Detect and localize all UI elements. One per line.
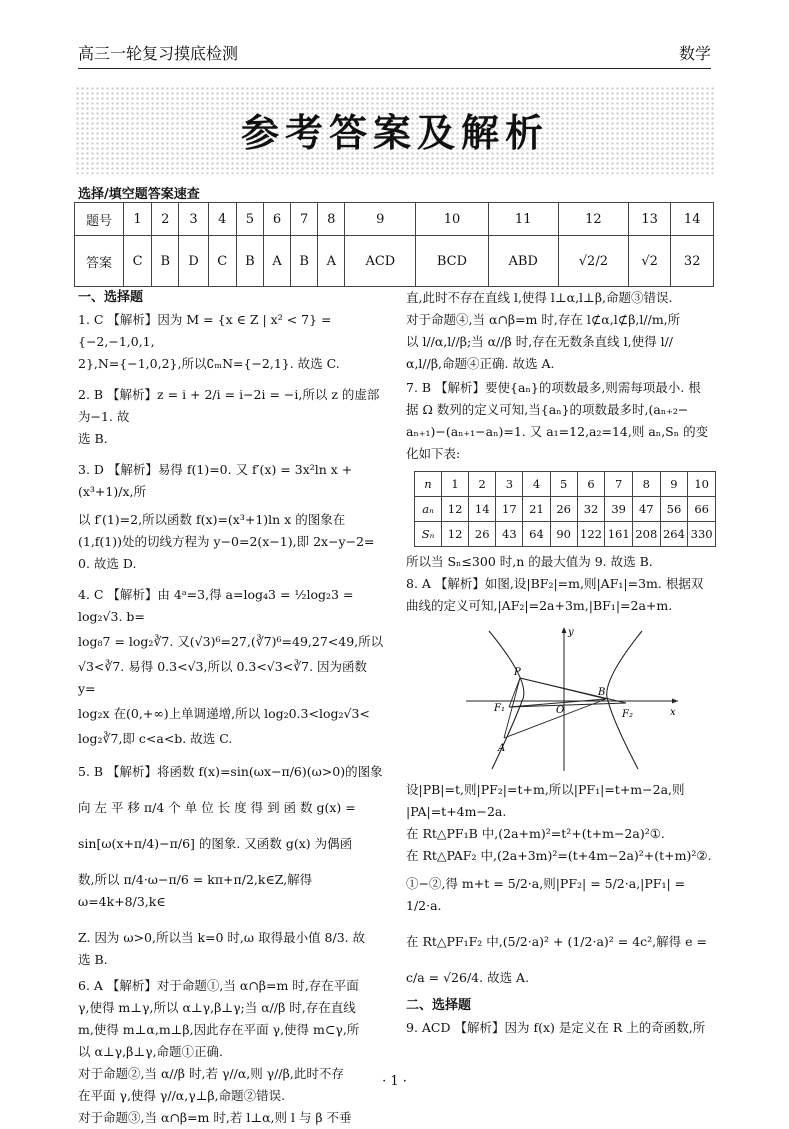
text-line: 2. B 【解析】z = i + 2/i = i−2i = −i,所以 z 的虚部为−1. 故: [78, 387, 380, 424]
text-line: 曲线的定义可知,|AF₂|=2a+3m,|BF₁|=2a+m.: [406, 598, 673, 613]
table-row: [415, 497, 716, 522]
text-line: 以 α⊥γ,β⊥γ,命题①正确.: [78, 1044, 224, 1059]
sequence-cell: 21: [523, 497, 550, 522]
sequence-table: [414, 471, 716, 547]
page-header: [78, 38, 711, 69]
text-line: Z. 因为 ω>0,所以当 k=0 时,ω 取得最小值 8/3. 故: [78, 930, 366, 945]
sequence-cell: 7: [605, 472, 633, 497]
sequence-cell: Sₙ: [415, 522, 442, 547]
answer-cell: B: [291, 236, 318, 287]
text-line: 2},N={−1,0,2},所以∁ₘN={−2,1}. 故选 C.: [78, 356, 340, 371]
solution-1: [78, 309, 384, 375]
header-right: 数学: [678, 44, 711, 63]
solution-6-cont: [406, 287, 716, 375]
row-label: 题号: [75, 203, 124, 236]
text-line: 1. C 【解析】因为 M = {x ∈ Z | x² < 7} = {−2,−1,0,1,: [78, 312, 332, 349]
text-line: m,使得 m⊥α,m⊥β,因此存在平面 γ,使得 m⊂γ,所: [78, 1022, 360, 1037]
text-line: aₙ₊₁)−(aₙ₊₁−aₙ)=1. 又 a₁=12,a₂=14,则 aₙ,Sₙ 的变: [406, 424, 709, 439]
text-line: 选 B.: [78, 431, 108, 446]
sequence-cell: 122: [577, 522, 605, 547]
sequence-cell: 208: [632, 522, 660, 547]
sequence-cell: 32: [577, 497, 605, 522]
question-number-cell: 1: [124, 203, 152, 236]
sequence-cell: 12: [442, 522, 469, 547]
left-column: [78, 287, 384, 1129]
text-line: (1,f(1))处的切线方程为 y−0=2(x−1),即 2x−y−2=: [78, 534, 375, 549]
solution-7: [406, 377, 716, 573]
left-branch: [489, 631, 524, 769]
sequence-cell: 26: [469, 522, 496, 547]
sequence-cell: 43: [496, 522, 523, 547]
sequence-cell: 12: [442, 497, 469, 522]
label-P: P: [514, 667, 521, 678]
text-line: 对于命题②,当 α//β 时,若 γ//α,则 γ//β,此时不存: [78, 1066, 344, 1081]
text-line: 在 Rt△PAF₂ 中,(2a+3m)²=(t+4m−2a)²+(t+m)²②.: [406, 848, 712, 863]
question-number-cell: 5: [236, 203, 263, 236]
title-banner: [75, 86, 715, 174]
text-line: 9. ACD 【解析】因为 f(x) 是定义在 R 上的奇函数,所: [406, 1020, 706, 1035]
line-AB: [504, 699, 606, 738]
question-number-cell: 14: [671, 203, 714, 236]
answer-cell: B: [236, 236, 263, 287]
sequence-cell: 8: [632, 472, 660, 497]
text-line: 以 f′(1)=2,所以函数 f(x)=(x³+1)ln x 的图象在: [78, 512, 346, 527]
text-line: 据 Ω 数列的定义可知,当{aₙ}的项数最多时,(aₙ₊₂−: [406, 402, 689, 417]
solution-5: [78, 761, 384, 971]
sequence-cell: 17: [496, 497, 523, 522]
page-number: · 1 ·: [382, 1074, 407, 1089]
sequence-cell: aₙ: [415, 497, 442, 522]
solution-2: [78, 384, 384, 450]
answer-table-row: [75, 236, 714, 287]
text-line: log₂x 在(0,+∞)上单调递增,所以 log₂0.3<log₂√3<: [78, 706, 370, 721]
question-number-cell: 10: [416, 203, 488, 236]
text-line: c/a = √26/4. 故选 A.: [406, 970, 530, 985]
answer-cell: B: [152, 236, 179, 287]
header-left: 高三一轮复习摸底检测: [78, 44, 239, 63]
sequence-cell: 5: [550, 472, 577, 497]
label-O: O: [556, 705, 565, 716]
answer-cell: A: [318, 236, 345, 287]
answer-cell: D: [179, 236, 208, 287]
answer-table-row: [75, 203, 714, 236]
sequence-cell: 90: [550, 522, 577, 547]
sequence-cell: 4: [523, 472, 550, 497]
sequence-cell: 2: [469, 472, 496, 497]
sequence-cell: 39: [605, 497, 633, 522]
question-number-cell: 11: [488, 203, 558, 236]
text-line: 对于命题④,当 α∩β=m 时,存在 l⊄α,l⊄β,l//m,所: [406, 312, 681, 327]
right-column: [406, 287, 716, 1039]
hyperbola-figure: [464, 623, 680, 773]
text-line: 化如下表:: [406, 446, 461, 461]
text-line: √3<∛7. 易得 0.3<√3,所以 0.3<√3<∛7. 因为函数 y=: [78, 659, 368, 696]
solution-4: [78, 584, 384, 750]
sequence-cell: n: [415, 472, 442, 497]
text-line: 直,此时不存在直线 l,使得 l⊥α,l⊥β,命题③错误.: [406, 290, 673, 305]
solution-6: [78, 975, 384, 1129]
question-number-cell: 9: [345, 203, 416, 236]
row-label: 答案: [75, 236, 124, 287]
sequence-cell: 56: [660, 497, 688, 522]
answer-cell: 32: [671, 236, 714, 287]
line-PA: [504, 678, 520, 738]
question-number-cell: 2: [152, 203, 179, 236]
sequence-cell: 330: [688, 522, 716, 547]
question-number-cell: 12: [558, 203, 628, 236]
answer-cell: ABD: [488, 236, 558, 287]
text-line: sin[ω(x+π/4)−π/6] 的图象. 又函数 g(x) 为偶函: [78, 836, 353, 851]
answer-cell: √2/2: [558, 236, 628, 287]
solution-8: [406, 573, 716, 989]
x-axis-arrow: [672, 699, 678, 704]
sequence-cell: 66: [688, 497, 716, 522]
label-F2: F₂: [622, 709, 633, 720]
sequence-cell: 10: [688, 472, 716, 497]
text-line: 7. B 【解析】要使{aₙ}的项数最多,则需每项最小. 根: [406, 380, 701, 395]
text-line: 5. B 【解析】将函数 f(x)=sin(ωx−π/6)(ω>0)的图象: [78, 764, 383, 779]
line-F1F2: [509, 703, 626, 707]
text-line: 在平面 γ,使得 γ//α,γ⊥β,命题②错误.: [78, 1088, 286, 1103]
sequence-cell: 161: [605, 522, 633, 547]
answer-cell: √2: [628, 236, 671, 287]
text-line: 选 B.: [78, 952, 108, 967]
label-A: A: [498, 743, 506, 754]
text-line: 3. D 【解析】易得 f(1)=0. 又 f′(x) = 3x²ln x + (x³+1)/x,所: [78, 462, 353, 499]
question-number-cell: 3: [179, 203, 208, 236]
text-line: 6. A 【解析】对于命题①,当 α∩β=m 时,存在平面: [78, 978, 359, 993]
text-line: ①−②,得 m+t = 5/2·a,则|PF₂| = 5/2·a,|PF₁| = 1/2·a.: [406, 876, 686, 913]
question-number-cell: 7: [291, 203, 318, 236]
sequence-cell: 47: [632, 497, 660, 522]
question-number-cell: 8: [318, 203, 345, 236]
text-line: α,l//β,命题④正确. 故选 A.: [406, 356, 555, 371]
text-line: 设|PB|=t,则|PF₂|=t+m,所以|PF₁|=t+m−2a,则: [406, 782, 685, 797]
question-number-cell: 6: [264, 203, 291, 236]
table-row: [415, 472, 716, 497]
text-line: 数,所以 π/4·ω−π/6 = kπ+π/2,k∈Z,解得 ω=4k+8/3,k∈: [78, 872, 313, 909]
text-line: log₈7 = log₂∛7. 又(√3)⁶=27,(∛7)⁶=49,27<49,所以: [78, 634, 384, 649]
sequence-cell: 26: [550, 497, 577, 522]
table-row: [415, 522, 716, 547]
section-heading: 二、选择题: [406, 998, 472, 1013]
section-heading: 一、选择题: [78, 290, 144, 305]
answer-cell: A: [264, 236, 291, 287]
text-line: |PA|=t+4m−2a.: [406, 804, 507, 819]
text-line: 所以当 Sₙ≤300 时,n 的最大值为 9. 故选 B.: [406, 554, 653, 569]
answer-cell: C: [124, 236, 152, 287]
quick-check-title: 选择/填空题答案速查: [78, 187, 200, 202]
label-y: y: [568, 627, 574, 638]
text-line: γ,使得 m⊥γ,所以 α⊥γ,β⊥γ;当 α//β 时,存在直线: [78, 1000, 356, 1015]
sequence-cell: 64: [523, 522, 550, 547]
question-number-cell: 4: [208, 203, 236, 236]
text-line: 对于命题③,当 α∩β=m 时,若 l⊥α,则 l 与 β 不垂: [78, 1110, 352, 1125]
sequence-cell: 1: [442, 472, 469, 497]
banner-title: 参考答案及解析: [240, 111, 549, 155]
text-line: 8. A 【解析】如图,设|BF₂|=m,则|AF₁|=3m. 根据双: [406, 576, 704, 591]
label-x: x: [670, 707, 676, 718]
answer-table: [74, 202, 714, 287]
text-line: 在 Rt△PF₁F₂ 中,(5/2·a)² + (1/2·a)² = 4c²,解得 e =: [406, 934, 707, 949]
text-line: 向 左 平 移 π/4 个 单 位 长 度 得 到 函 数 g(x) =: [78, 800, 356, 815]
answer-cell: ACD: [345, 236, 416, 287]
sequence-cell: 264: [660, 522, 688, 547]
sequence-cell: 14: [469, 497, 496, 522]
answer-cell: C: [208, 236, 236, 287]
answer-cell: BCD: [416, 236, 488, 287]
text-line: 以 l//α,l//β;当 α//β 时,存在无数条直线 l,使得 l//: [406, 334, 674, 349]
line-PF2: [520, 678, 626, 703]
text-line: log₂∛7,即 c<a<b. 故选 C.: [78, 731, 233, 746]
text-line: 0. 故选 D.: [78, 556, 137, 571]
label-B: B: [598, 687, 606, 698]
line-PF1: [509, 678, 520, 707]
question-number-cell: 13: [628, 203, 671, 236]
solution-3: [78, 459, 384, 575]
sequence-cell: 3: [496, 472, 523, 497]
sequence-cell: 6: [577, 472, 605, 497]
sequence-cell: 9: [660, 472, 688, 497]
y-axis-arrow: [562, 627, 567, 633]
text-line: 在 Rt△PF₁B 中,(2a+m)²=t²+(t+m−2a)²①.: [406, 826, 665, 841]
text-line: 4. C 【解析】由 4ᵃ=3,得 a=log₄3 = ½log₂3 = log₂√3. b=: [78, 587, 354, 624]
label-F1: F₁: [494, 703, 505, 714]
